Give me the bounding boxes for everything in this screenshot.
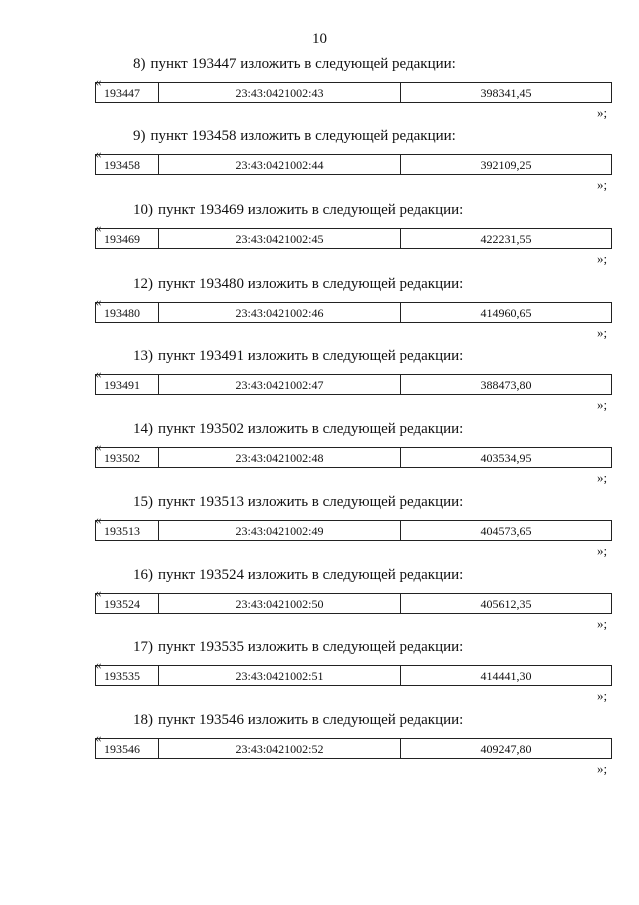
- opening-quote: «: [95, 657, 102, 672]
- table-row: [95, 302, 612, 323]
- page-number: 10: [312, 31, 327, 47]
- cadastre-cell: 23:43:0421002:49: [159, 521, 401, 540]
- opening-quote: «: [95, 294, 102, 309]
- code-cell: 193491: [96, 375, 159, 394]
- amendment-block: [0, 567, 639, 639]
- item-text: пункт 193524 изложить в следующей редакции:: [158, 567, 464, 583]
- value-cell: 404573,65: [480, 524, 532, 538]
- cadastre-cell: 23:43:0421002:51: [159, 666, 401, 685]
- opening-quote: «: [95, 74, 102, 89]
- amendment-block: [0, 348, 639, 420]
- item-number: 12): [133, 276, 153, 292]
- table-row: [95, 593, 612, 614]
- code-cell: 193480: [96, 303, 159, 322]
- table-row: [95, 520, 612, 541]
- amendment-heading: [133, 276, 463, 293]
- cadastre-cell: 23:43:0421002:44: [159, 155, 401, 174]
- code-cell: 193447: [96, 83, 159, 102]
- amendment-heading: [133, 567, 463, 584]
- cadastre-cell: 23:43:0421002:47: [159, 375, 401, 394]
- closing-quote: »;: [597, 616, 608, 631]
- item-number: 18): [133, 712, 153, 728]
- opening-quote: «: [95, 439, 102, 454]
- code-cell: 193502: [96, 448, 159, 467]
- closing-quote: »;: [597, 470, 608, 485]
- cadastre-cell: 23:43:0421002:46: [159, 303, 401, 322]
- code-cell: 193524: [96, 594, 159, 613]
- value-cell: 405612,35: [480, 597, 532, 611]
- closing-quote: »;: [597, 688, 608, 703]
- opening-quote: «: [95, 146, 102, 161]
- opening-quote: «: [95, 220, 102, 235]
- item-number: 8): [133, 56, 146, 72]
- item-text: пункт 193469 изложить в следующей редакции:: [158, 202, 464, 218]
- amendment-heading: [133, 348, 463, 365]
- item-number: 14): [133, 421, 153, 437]
- cadastre-cell: 23:43:0421002:50: [159, 594, 401, 613]
- item-number: 13): [133, 348, 153, 364]
- amendment-heading: [133, 712, 463, 729]
- table-row: [95, 738, 612, 759]
- closing-quote: »;: [597, 251, 608, 266]
- item-number: 17): [133, 639, 153, 655]
- amendment-block: [0, 56, 639, 128]
- amendment-block: [0, 494, 639, 566]
- value-cell: 398341,45: [480, 86, 532, 100]
- amendment-heading: [133, 56, 456, 73]
- value-cell: 409247,80: [480, 742, 532, 756]
- code-cell: 193458: [96, 155, 159, 174]
- code-cell: 193546: [96, 739, 159, 758]
- amendment-heading: [133, 421, 463, 438]
- cadastre-cell: 23:43:0421002:43: [159, 83, 401, 102]
- cadastre-cell: 23:43:0421002:48: [159, 448, 401, 467]
- item-text: пункт 193480 изложить в следующей редакции:: [158, 276, 464, 292]
- code-cell: 193513: [96, 521, 159, 540]
- table-row: [95, 82, 612, 103]
- closing-quote: »;: [597, 325, 608, 340]
- item-text: пункт 193546 изложить в следующей редакции:: [158, 712, 464, 728]
- value-cell: 414441,30: [480, 669, 532, 683]
- value-cell: 403534,95: [480, 451, 532, 465]
- table-row: [95, 374, 612, 395]
- item-text: пункт 193502 изложить в следующей редакции:: [158, 421, 464, 437]
- table-row: [95, 665, 612, 686]
- amendment-block: [0, 712, 639, 784]
- item-text: пункт 193535 изложить в следующей редакции:: [158, 639, 464, 655]
- closing-quote: »;: [597, 397, 608, 412]
- amendment-heading: [133, 639, 463, 656]
- cadastre-cell: 23:43:0421002:52: [159, 739, 401, 758]
- closing-quote: »;: [597, 543, 608, 558]
- amendment-block: [0, 128, 639, 200]
- closing-quote: »;: [597, 761, 608, 776]
- item-text: пункт 193513 изложить в следующей редакции:: [158, 494, 464, 510]
- value-cell: 392109,25: [480, 158, 532, 172]
- cadastre-cell: 23:43:0421002:45: [159, 229, 401, 248]
- table-row: [95, 228, 612, 249]
- code-cell: 193535: [96, 666, 159, 685]
- amendment-block: [0, 202, 639, 274]
- item-number: 16): [133, 567, 153, 583]
- opening-quote: «: [95, 512, 102, 527]
- opening-quote: «: [95, 730, 102, 745]
- amendment-block: [0, 276, 639, 348]
- table-row: [95, 154, 612, 175]
- item-number: 10): [133, 202, 153, 218]
- item-number: 9): [133, 128, 146, 144]
- amendment-heading: [133, 494, 463, 511]
- value-cell: 422231,55: [480, 232, 532, 246]
- item-text: пункт 193458 изложить в следующей редакции:: [150, 128, 456, 144]
- table-row: [95, 447, 612, 468]
- opening-quote: «: [95, 366, 102, 381]
- item-text: пункт 193491 изложить в следующей редакции:: [158, 348, 464, 364]
- amendment-block: [0, 639, 639, 711]
- value-cell: 388473,80: [480, 378, 532, 392]
- value-cell: 414960,65: [480, 306, 532, 320]
- amendment-block: [0, 421, 639, 493]
- closing-quote: »;: [597, 177, 608, 192]
- code-cell: 193469: [96, 229, 159, 248]
- closing-quote: »;: [597, 105, 608, 120]
- opening-quote: «: [95, 585, 102, 600]
- amendment-heading: [133, 128, 456, 145]
- item-text: пункт 193447 изложить в следующей редакции:: [150, 56, 456, 72]
- item-number: 15): [133, 494, 153, 510]
- amendment-heading: [133, 202, 463, 219]
